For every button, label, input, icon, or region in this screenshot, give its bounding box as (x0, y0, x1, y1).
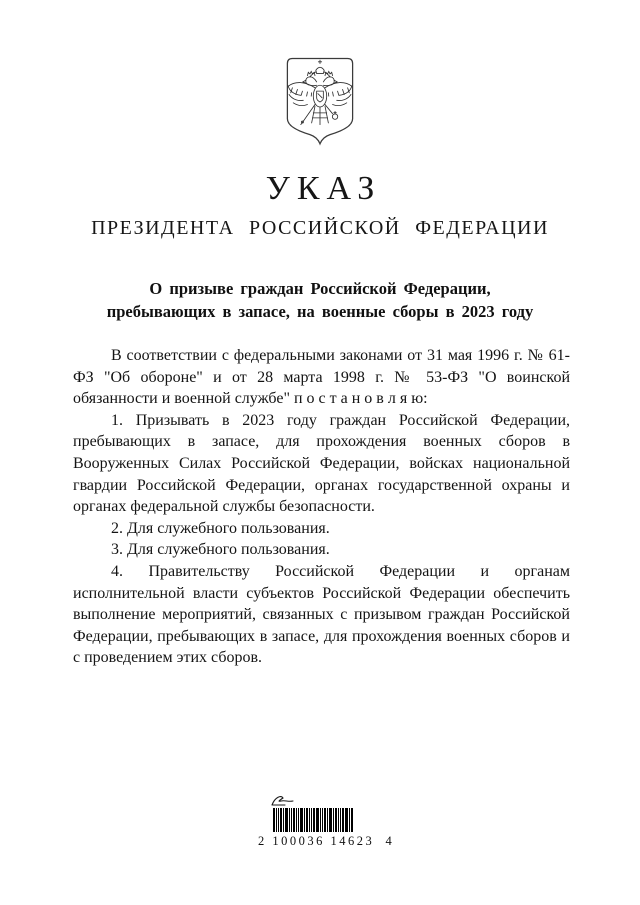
issuer-heading: ПРЕЗИДЕНТА РОССИЙСКОЙ ФЕДЕРАЦИИ (91, 217, 549, 239)
paragraph-item-1: 1. Призывать в 2023 году граждан Российской Федерации, пребывающих в запасе, для прохождения военных сборов в Вооруженных Силах Российской Федерации, войсках национальной гвардии Российской Федерации, органах государственной охраны и органах федеральной службы безопасности. (73, 411, 570, 516)
paragraph-preamble: В соответствии с федеральными законами от 31 мая 1996 г. № 61-ФЗ "Об обороне" и от 28 марта 1998 г. № 53-ФЗ "О воинской обязанности и военной службе" п о с т а н о в л я ю: (73, 347, 570, 408)
barcode-block (258, 794, 395, 849)
barcode-number: 2 100036 14623 4 (258, 834, 395, 848)
document-subject (0, 277, 640, 323)
document-type-heading: УКАЗ (265, 170, 382, 207)
russia-coat-of-arms-icon (278, 56, 362, 153)
subject-line-2: пребывающих в запасе, на военные сборы в 2023 году (106, 302, 534, 321)
subject-line-1: О призыве граждан Российской Федерации, (149, 279, 491, 298)
barcode-bars (273, 808, 353, 832)
paragraph-item-3: 3. Для служебного пользования. (111, 541, 330, 559)
paragraph-item-4: 4. Правительству Российской Федерации и органам исполнительной власти субъектов Российской Федерации обеспечить выполнение мероприятий, связанных с призывом граждан Российской Федерации, пребывающих в запасе, для прохождения военных сборов и с проведением этих сборов. (73, 562, 570, 667)
document-body (0, 345, 640, 669)
handwritten-mark (270, 794, 296, 807)
paragraph-item-2: 2. Для служебного пользования. (111, 519, 330, 537)
